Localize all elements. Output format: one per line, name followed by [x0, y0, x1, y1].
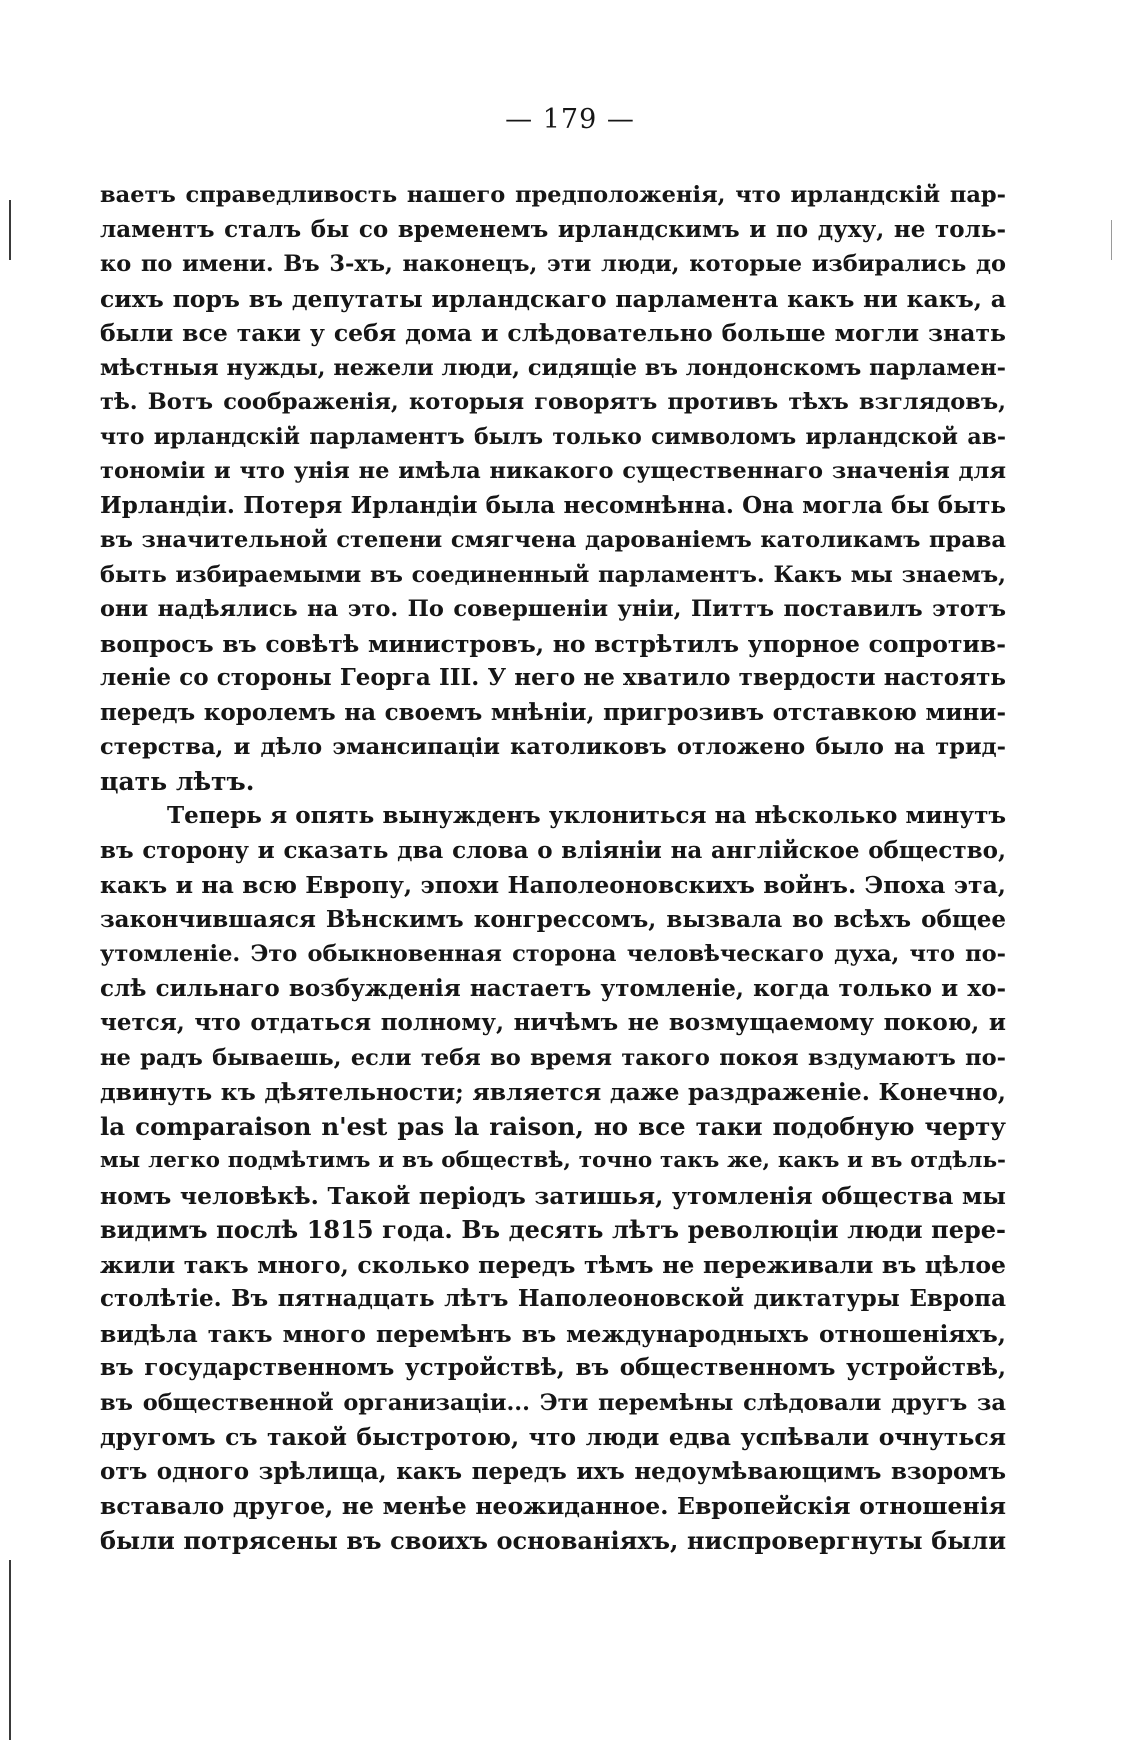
- text-line: жили такъ много, сколько передъ тѣмъ не переживали въ цѣлое: [100, 1250, 1006, 1279]
- text-line: стерства, и дѣло эмансипаціи католиковъ отложено было на трид-: [100, 734, 1006, 760]
- text-line: ваетъ справедливость нашего предположенія, что ирландскій пар-: [100, 182, 1006, 208]
- text-line: въ сторону и сказать два слова о вліяніи на англійское общество,: [100, 836, 1006, 864]
- text-line: другомъ съ такой быстротою, что люди едва успѣвали очнуться: [100, 1423, 1006, 1451]
- text-line: какъ и на всю Европу, эпохи Наполеоновскихъ войнъ. Эпоха эта,: [100, 871, 1006, 899]
- text-line: la comparaison n'est pas la raison, но все таки подобную черту: [100, 1111, 1006, 1141]
- text-line: чется, что отдаться полному, ничѣмъ не возмущаемому покою, и: [100, 1009, 1006, 1036]
- text-line: Ирландіи. Потеря Ирландіи была несомнѣнна. Она могла бы быть: [100, 491, 1006, 519]
- text-line: столѣтіе. Въ пятнадцать лѣтъ Наполеоновской диктатуры Европа: [100, 1285, 1006, 1312]
- text-line: что ирландскій парламентъ былъ только символомъ ирландской ав-: [100, 423, 1006, 450]
- text-line: отъ одного зрѣлища, какъ передъ ихъ недоумѣвающимъ взоромъ: [100, 1457, 1006, 1485]
- text-line: ко по имени. Въ 3-хъ, наконецъ, эти люди, которые избирались до: [100, 251, 1006, 277]
- text-line: были все таки у себя дома и слѣдовательно больше могли знать: [100, 319, 1006, 347]
- page-number: — 179 —: [505, 104, 635, 135]
- text-line: закончившаяся Вѣнскимъ конгрессомъ, вызвала во всѣхъ общее: [100, 905, 1006, 933]
- scan-edge-mark-lower: [9, 1560, 11, 1740]
- text-line: тѣ. Вотъ соображенія, которыя говорятъ противъ тѣхъ взглядовъ,: [100, 389, 1006, 415]
- text-line: быть избираемыми въ соединенный парламентъ. Какъ мы знаемъ,: [100, 561, 1006, 588]
- text-line: вставало другое, не менѣе неожиданное. Европейскія отношенія: [100, 1492, 1006, 1520]
- scan-edge-mark-upper: [9, 200, 11, 260]
- text-line: были потрясены въ своихъ основаніяхъ, ниспровергнуты были: [100, 1525, 1006, 1555]
- text-line: передъ королемъ на своемъ мнѣніи, пригрозивъ отставкою мини-: [100, 698, 1006, 726]
- body-text: [100, 178, 1006, 1558]
- text-line: не радъ бываешь, если тебя во время такого покоя вздумаютъ по-: [100, 1044, 1006, 1071]
- text-line: леніе со стороны Георга III. У него не хватило твердости настоять: [100, 664, 1006, 691]
- text-line: мы легко подмѣтимъ и въ обществѣ, точно такъ же, какъ и въ отдѣль-: [100, 1148, 1006, 1173]
- text-line: двинуть къ дѣятельности; является даже раздраженіе. Конечно,: [100, 1078, 1006, 1106]
- text-line: мѣстныя нужды, нежели люди, сидящіе въ лондонскомъ парламен-: [100, 354, 1006, 381]
- paragraph: [100, 178, 1006, 799]
- text-line: Теперь я опять вынужденъ уклониться на нѣсколько минутъ: [167, 802, 1006, 829]
- text-line: въ значительной степени смягчена дарованіемъ католикамъ права: [100, 527, 1006, 553]
- text-line: видимъ послѣ 1815 года. Въ десять лѣтъ революціи люди пере-: [100, 1215, 1006, 1244]
- text-line: видѣла такъ много перемѣнъ въ международныхъ отношеніяхъ,: [100, 1319, 1006, 1348]
- text-line: сихъ поръ въ депутаты ирландскаго парламента какъ ни какъ, а: [100, 284, 1006, 313]
- text-line: они надѣялись на это. По совершеніи уніи, Питтъ поставилъ этотъ: [100, 596, 1006, 622]
- text-line: тономіи и что унія не имѣла никакого существеннаго значенія для: [100, 458, 1006, 484]
- text-line: ламентъ сталъ бы со временемъ ирландскимъ и по духу, не толь-: [100, 215, 1006, 243]
- scan-edge-mark-right: [1111, 220, 1112, 260]
- text-line: вопросъ въ совѣтѣ министровъ, но встрѣтилъ упорное сопротив-: [100, 629, 1006, 658]
- text-line: въ государственномъ устройствѣ, въ общественномъ устройствѣ,: [100, 1354, 1006, 1381]
- text-line: цать лѣтъ.: [100, 766, 255, 796]
- paragraph: [100, 799, 1006, 1558]
- text-line: слѣ сильнаго возбужденія настаетъ утомленіе, когда только и хо-: [100, 974, 1006, 1002]
- text-line: въ общественной организаціи... Эти перемѣны слѣдовали другъ за: [100, 1389, 1006, 1416]
- text-line: утомленіе. Это обыкновенная сторона человѣческаго духа, что по-: [100, 941, 1006, 967]
- text-line: номъ человѣкѣ. Такой періодъ затишья, утомленія общества мы: [100, 1181, 1006, 1210]
